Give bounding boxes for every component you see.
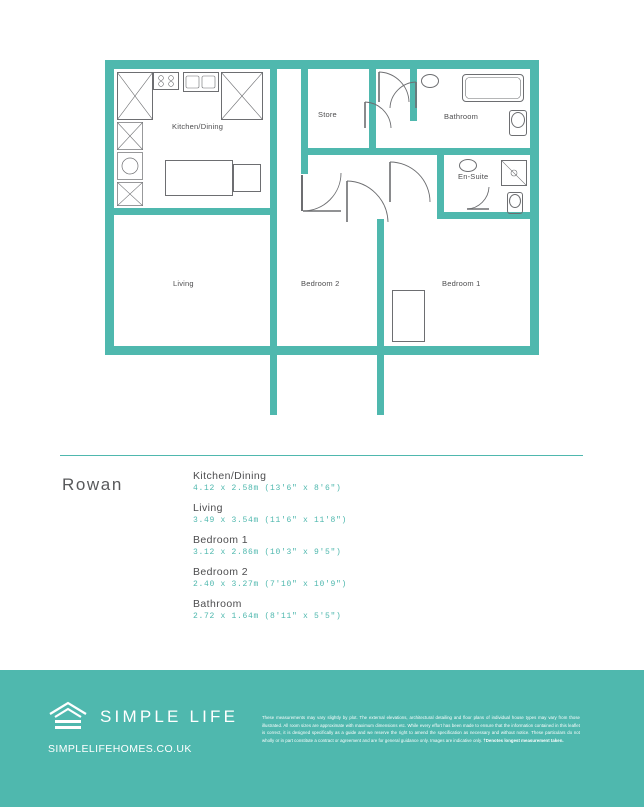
door-swing-arc [465, 185, 491, 211]
interior-wall [377, 219, 384, 415]
kitchen-unit-hatch [117, 182, 143, 206]
room-name: Bathroom [193, 598, 242, 610]
door-swing-arc [344, 178, 390, 224]
room-label-store: Store [318, 110, 337, 119]
list-item [193, 502, 483, 525]
room-label-bedroom-2: Bedroom 2 [301, 279, 340, 288]
list-item [193, 470, 483, 493]
room-name: Bedroom 1 [193, 534, 248, 546]
interior-wall [270, 69, 277, 415]
basin-icon [421, 74, 439, 88]
room-name: Bedroom 2 [193, 566, 248, 578]
interior-wall [301, 148, 376, 155]
bath-inner [465, 77, 521, 99]
list-item [193, 566, 483, 589]
room-label-en-suite: En-Suite [458, 172, 489, 181]
door-swing-arc [388, 160, 432, 204]
room-dimensions: 3.49 x 3.54m (11'6" x 11'8") [193, 516, 348, 525]
room-dimensions-list [193, 470, 483, 630]
washing-machine-icon [117, 152, 143, 180]
brand-url[interactable]: SIMPLELIFEHOMES.CO.UK [48, 743, 192, 755]
shower-icon [501, 160, 527, 186]
room-name: Kitchen/Dining [193, 470, 267, 482]
house-logo-icon [48, 700, 88, 734]
room-label-bathroom: Bathroom [444, 112, 479, 121]
door-swing-arc [302, 170, 342, 214]
room-label-living: Living [173, 279, 194, 288]
room-dimensions: 2.40 x 3.27m (7'10" x 10'9") [193, 580, 348, 589]
brand-name: SIMPLE LIFE [100, 707, 239, 726]
room-label-kitchen-dining: Kitchen/Dining [172, 122, 224, 131]
room-label-bedroom-1: Bedroom 1 [442, 279, 481, 288]
interior-wall [410, 148, 530, 155]
list-item [193, 534, 483, 557]
list-item [193, 598, 483, 621]
floor-plan-drawing [105, 60, 539, 355]
sink-bowls-icon [185, 74, 217, 90]
plan-details [0, 440, 644, 670]
divider [60, 455, 583, 456]
brand-block [48, 700, 263, 755]
house-type-name: Rowan [62, 475, 123, 494]
interior-wall [301, 69, 308, 155]
dining-table [165, 160, 233, 196]
toilet-bowl [509, 194, 521, 208]
interior-wall [376, 148, 410, 155]
toilet-bowl [511, 112, 525, 128]
kitchen-unit-hatch [117, 122, 143, 150]
room-dimensions: 3.12 x 2.86m (10'3" x 9'5") [193, 548, 342, 557]
kitchen-unit-hatch [117, 72, 153, 120]
entrance-door [377, 70, 411, 104]
interior-wall [114, 208, 270, 215]
dining-chair [233, 164, 261, 192]
room-dimensions: 2.72 x 1.64m (8'11" x 5'5") [193, 612, 342, 621]
footer-bar [0, 670, 644, 807]
interior-wall [437, 155, 444, 219]
basin-icon [459, 159, 477, 172]
disclaimer-body: These measurements may vary slightly by plot. The external elevations, architectural detailing and floor plans of individual house types may vary from those illustrated. All room sizes are approximate with maximum dimensions etc. While every effort has been made to ensure that the information contained in this leaflet is correct, it is designed specifically as a guide and we reserve the right to amend the specification as necessary and without notice. These particulars do not wholly or in part constitute a contract or agreement and are for general guidance only. Images are indicative only. [262, 715, 580, 743]
disclaimer-note: †Denotes longest measurement taken. [483, 737, 564, 743]
disclaimer-text [262, 714, 580, 744]
kitchen-unit-hatch [221, 72, 263, 120]
room-dimensions: 4.12 x 2.58m (13'6" x 8'6") [193, 484, 342, 493]
hob-rings-icon [155, 74, 177, 88]
wardrobe [392, 290, 425, 342]
room-name: Living [193, 502, 223, 514]
